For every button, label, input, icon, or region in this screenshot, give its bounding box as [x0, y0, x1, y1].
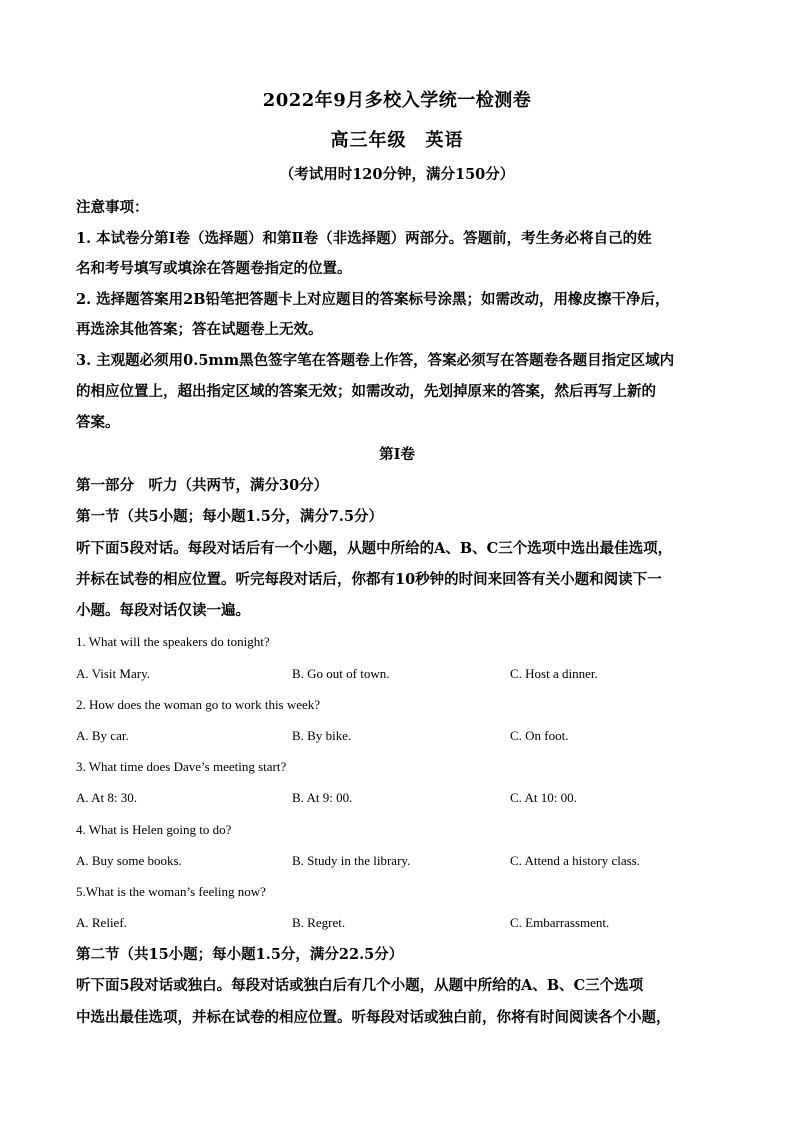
- part1-title: 第一部分 听力（共两节，满分30分）: [76, 477, 329, 494]
- exam-time-note: （考试用时120分钟，满分150分）: [279, 166, 515, 183]
- option-b: B. Study in the library.: [292, 853, 411, 868]
- question-3: 3. What time does Dave’s meeting start?: [76, 759, 287, 774]
- option-a: A. At 8: 30.: [76, 790, 138, 805]
- option-b: B. At 9: 00.: [292, 790, 353, 805]
- notice-line: 的相应位置上，超出指定区域的答案无效；如需改动，先划掉原来的答案，然后再写上新的: [76, 383, 656, 400]
- exam-subtitle: 高三年级 英语: [330, 130, 464, 151]
- notice-line: 名和考号填写或填涂在答题卷指定的位置。: [76, 260, 352, 277]
- option-a: A. Visit Mary.: [76, 666, 150, 681]
- exam-title: 2022年9月多校入学统一检测卷: [262, 90, 532, 111]
- option-c: C. Attend a history class.: [510, 853, 640, 868]
- question-5: 5.What is the woman’s feeling now?: [76, 884, 266, 899]
- option-b: B. Regret.: [292, 915, 346, 930]
- question-2: 2. How does the woman go to work this week?: [76, 697, 321, 712]
- question-1: 1. What will the speakers do tonight?: [76, 634, 270, 649]
- section2-instruction: 中选出最佳选项，并标在试卷的相应位置。听每段对话或独白前，你将有时间阅读各个小题，: [76, 1009, 671, 1026]
- option-c: C. Embarrassment.: [510, 915, 610, 930]
- section1-instruction: 听下面5段对话。每段对话后有一个小题，从题中所给的A、B、C三个选项中选出最佳选项，: [76, 540, 673, 557]
- notice-line: 1. 本试卷分第Ⅰ卷（选择题）和第Ⅱ卷（非选择题）两部分。答题前，考生务必将自己的姓: [76, 230, 652, 247]
- section1-instruction: 并标在试卷的相应位置。听完每段对话后，你都有10秒钟的时间来回答有关小题和阅读下一: [76, 571, 662, 588]
- notice-heading: 注意事项：: [76, 199, 149, 216]
- option-a: A. Relief.: [76, 915, 127, 930]
- section2-title: 第二节（共15小题；每小题1.5分，满分22.5分）: [76, 946, 404, 963]
- section1-title: 第一节（共5小题；每小题1.5分，满分7.5分）: [76, 508, 384, 525]
- section2-instruction: 听下面5段对话或独白。每段对话或独白后有几个小题，从题中所给的A、B、C三个选项: [76, 977, 644, 994]
- notice-line: 2. 选择题答案用2B铅笔把答题卡上对应题目的答案标号涂黑；如需改动，用橡皮擦干净后，: [76, 291, 670, 308]
- option-c: C. Host a dinner.: [510, 666, 598, 681]
- option-a: A. Buy some books.: [76, 853, 182, 868]
- option-b: B. By bike.: [292, 728, 352, 743]
- option-c: C. On foot.: [510, 728, 569, 743]
- notice-line: 3. 主观题必须用0.5mm黑色签字笔在答题卷上作答，答案必须写在答题卷各题目指定区域内: [76, 352, 675, 369]
- option-a: A. By car.: [76, 728, 129, 743]
- notice-line: 再选涂其他答案；答在试题卷上无效。: [76, 321, 323, 338]
- volume-title: 第Ⅰ卷: [379, 446, 415, 463]
- section1-instruction: 小题。每段对话仅读一遍。: [76, 602, 250, 619]
- option-c: C. At 10: 00.: [510, 790, 577, 805]
- option-b: B. Go out of town.: [292, 666, 390, 681]
- notice-line: 答案。: [76, 414, 120, 431]
- question-4: 4. What is Helen going to do?: [76, 822, 232, 837]
